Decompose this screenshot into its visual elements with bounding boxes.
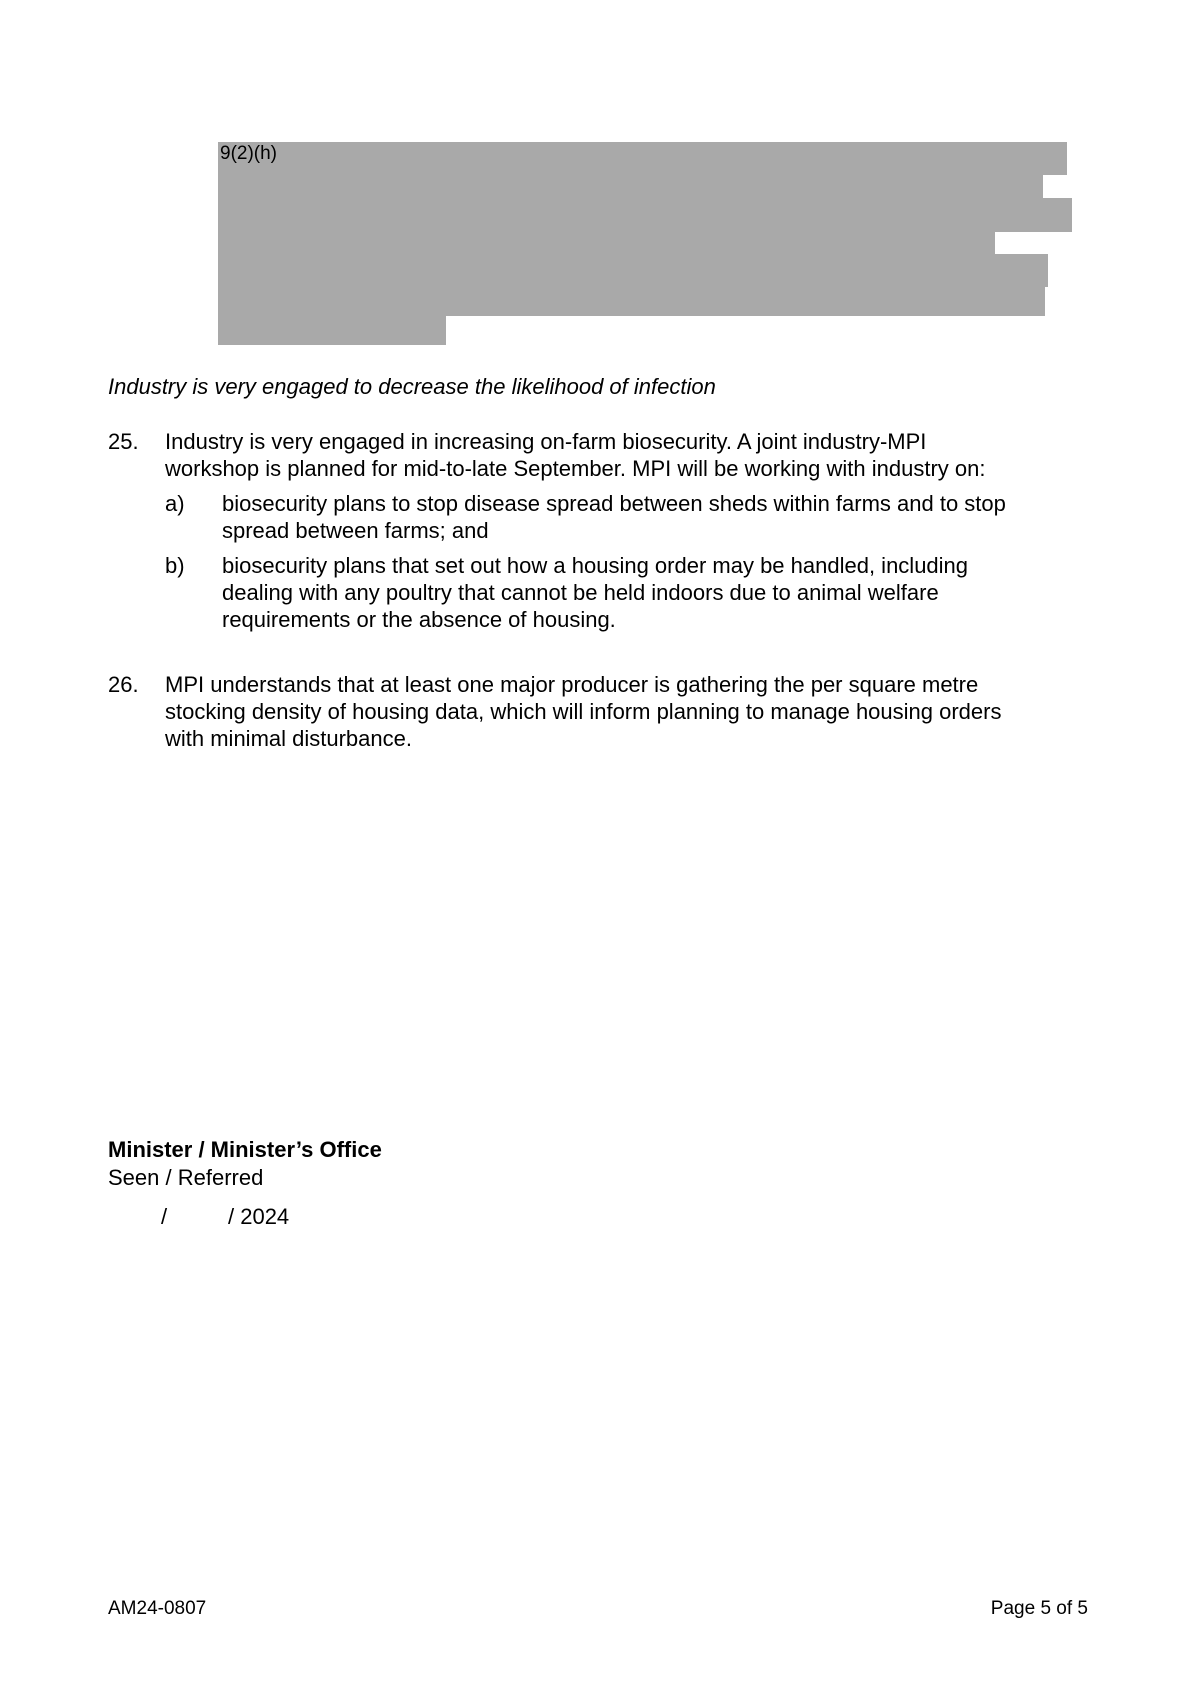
paragraph-text (165, 671, 1001, 752)
list-item-line: requirements or the absence of housing. (222, 607, 616, 632)
list-item-line: spread between farms; and (222, 518, 489, 543)
list-item-label: a) (165, 491, 185, 516)
paragraph-line: MPI understands that at least one major producer is gathering the per square metre (165, 672, 979, 697)
signoff-status: Seen / Referred (108, 1165, 264, 1190)
list-item-text (222, 490, 1006, 544)
list-item-text (222, 552, 968, 633)
signoff-date-slash: / (161, 1204, 168, 1229)
paragraph-number: 25. (108, 429, 139, 454)
redaction-block (218, 142, 1068, 345)
list-item-line: biosecurity plans that set out how a housing order may be handled, including (222, 553, 969, 578)
redaction-label: 9(2)(h) (220, 143, 278, 164)
page-number: Page 5 of 5 (990, 1598, 1088, 1619)
signoff-date-year: / 2024 (228, 1204, 290, 1229)
paragraph-line: Industry is very engaged in increasing on-farm biosecurity. A joint industry-MPI (165, 429, 927, 454)
document-reference: AM24-0807 (108, 1598, 207, 1619)
signoff-title: Minister / Minister’s Office (108, 1137, 382, 1162)
paragraph-text (165, 428, 985, 482)
list-item-line: biosecurity plans to stop disease spread between sheds within farms and to stop (222, 491, 1006, 516)
paragraph-line: stocking density of housing data, which will inform planning to manage housing orders (165, 699, 1002, 724)
list-item-label: b) (165, 553, 185, 578)
paragraph-number: 26. (108, 672, 139, 697)
list-item-line: dealing with any poultry that cannot be held indoors due to animal welfare (222, 580, 939, 605)
paragraph-line: workshop is planned for mid-to-late September. MPI will be working with industry on: (165, 456, 986, 481)
section-heading: Industry is very engaged to decrease the likelihood of infection (108, 374, 716, 399)
paragraph-line: with minimal disturbance. (165, 726, 412, 751)
